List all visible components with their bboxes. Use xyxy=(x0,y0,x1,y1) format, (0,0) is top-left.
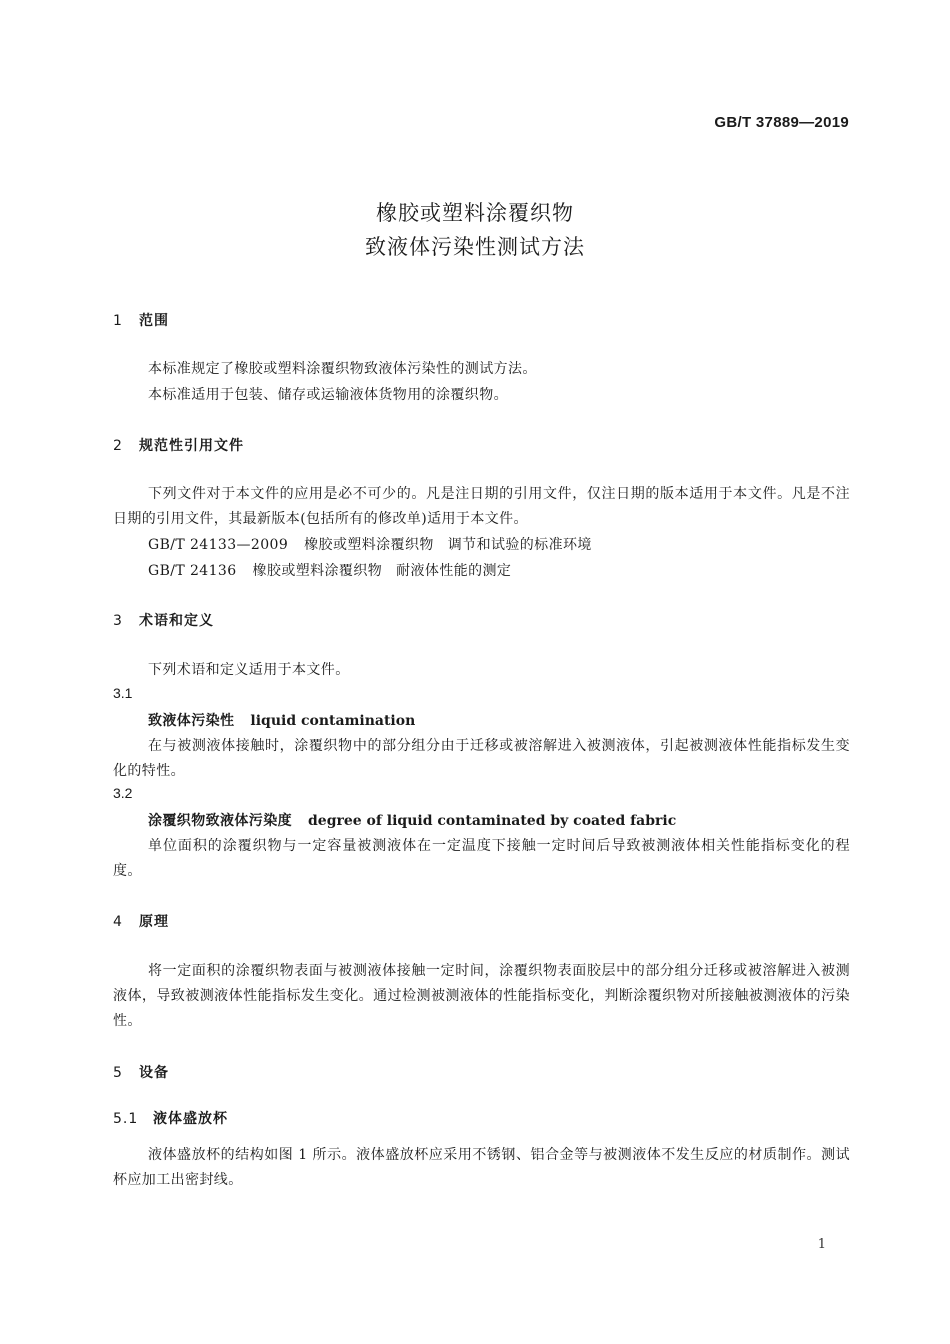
section-title: 术语和定义 xyxy=(139,613,214,629)
section-1-paragraph-1: 本标准规定了橡胶或塑料涂覆织物致液体污染性的测试方法。 xyxy=(148,361,537,377)
section-number: 3 xyxy=(113,613,123,629)
section-4-heading xyxy=(113,911,169,931)
term-3-2-definition: 单位面积的涂覆织物与一定容量被测液体在一定温度下接触一定时间后导致被测液体相关性能指标变化的程度。 xyxy=(113,838,850,879)
page-number: 1 xyxy=(817,1237,826,1252)
section-title: 范围 xyxy=(139,313,169,329)
section-3-heading xyxy=(113,610,214,630)
term-chinese: 致液体污染性 xyxy=(148,713,235,729)
section-2-paragraph-1: 下列文件对于本文件的应用是必不可少的。凡是注日期的引用文件，仅注日期的版本适用于本文件。凡是不注日期的引用文件，其最新版本(包括所有的修改单)适用于本文件。 xyxy=(113,486,850,527)
subsection-5-1-heading xyxy=(113,1108,228,1128)
section-title: 原理 xyxy=(139,914,169,930)
section-5-heading xyxy=(113,1062,169,1082)
section-2-heading xyxy=(113,435,244,455)
subsection-number: 5.1 xyxy=(113,1111,139,1127)
subsection-title: 液体盛放杯 xyxy=(153,1111,228,1127)
reference-code: GB/T 24136 xyxy=(148,563,237,579)
term-3-2-number: 3.2 xyxy=(113,785,133,801)
section-title: 设备 xyxy=(139,1065,169,1081)
section-1-heading xyxy=(113,310,169,330)
reference-title-part-a: 橡胶或塑料涂覆织物 xyxy=(252,563,383,579)
term-english: degree of liquid contaminated by coated fabric xyxy=(308,813,677,829)
reference-title-part-b: 耐液体性能的测定 xyxy=(396,563,512,579)
subsection-5-1-paragraph-1: 液体盛放杯的结构如图 1 所示。液体盛放杯应采用不锈钢、铝合金等与被测液体不发生反应的材质制作。测试杯应加工出密封线。 xyxy=(113,1147,850,1188)
term-english: liquid contamination xyxy=(250,713,416,729)
section-4-paragraph-1: 将一定面积的涂覆织物表面与被测液体接触一定时间，涂覆织物表面胶层中的部分组分迁移或被溶解进入被测液体，导致被测液体性能指标发生变化。通过检测被测液体的性能指标变化，判断涂覆织物对所接触被测液体的污染性。 xyxy=(113,963,850,1029)
section-number: 5 xyxy=(113,1065,123,1081)
term-3-1-number: 3.1 xyxy=(113,685,133,701)
section-3-paragraph-1: 下列术语和定义适用于本文件。 xyxy=(148,662,350,678)
reference-title-part-b: 调节和试验的标准环境 xyxy=(447,537,592,553)
normative-reference-1 xyxy=(148,534,592,554)
term-3-1-definition: 在与被测液体接触时，涂覆织物中的部分组分由于迁移或被溶解进入被测液体，引起被测液体性能指标发生变化的特性。 xyxy=(113,738,850,779)
section-title: 规范性引用文件 xyxy=(139,438,244,454)
term-3-2-heading xyxy=(148,810,676,830)
standard-code: GB/T 37889—2019 xyxy=(714,114,849,131)
normative-reference-2 xyxy=(148,560,511,580)
reference-title-part-a: 橡胶或塑料涂覆织物 xyxy=(304,537,434,553)
section-number: 4 xyxy=(113,914,123,930)
document-title-line-2: 致液体污染性测试方法 xyxy=(365,235,585,259)
term-chinese: 涂覆织物致液体污染度 xyxy=(148,813,292,829)
section-number: 1 xyxy=(113,313,123,329)
section-1-paragraph-2: 本标准适用于包装、储存或运输液体货物用的涂覆织物。 xyxy=(148,387,508,403)
term-3-1-heading xyxy=(148,710,415,730)
section-number: 2 xyxy=(113,438,123,454)
reference-code: GB/T 24133—2009 xyxy=(148,537,289,553)
document-title-line-1: 橡胶或塑料涂覆织物 xyxy=(376,201,574,225)
